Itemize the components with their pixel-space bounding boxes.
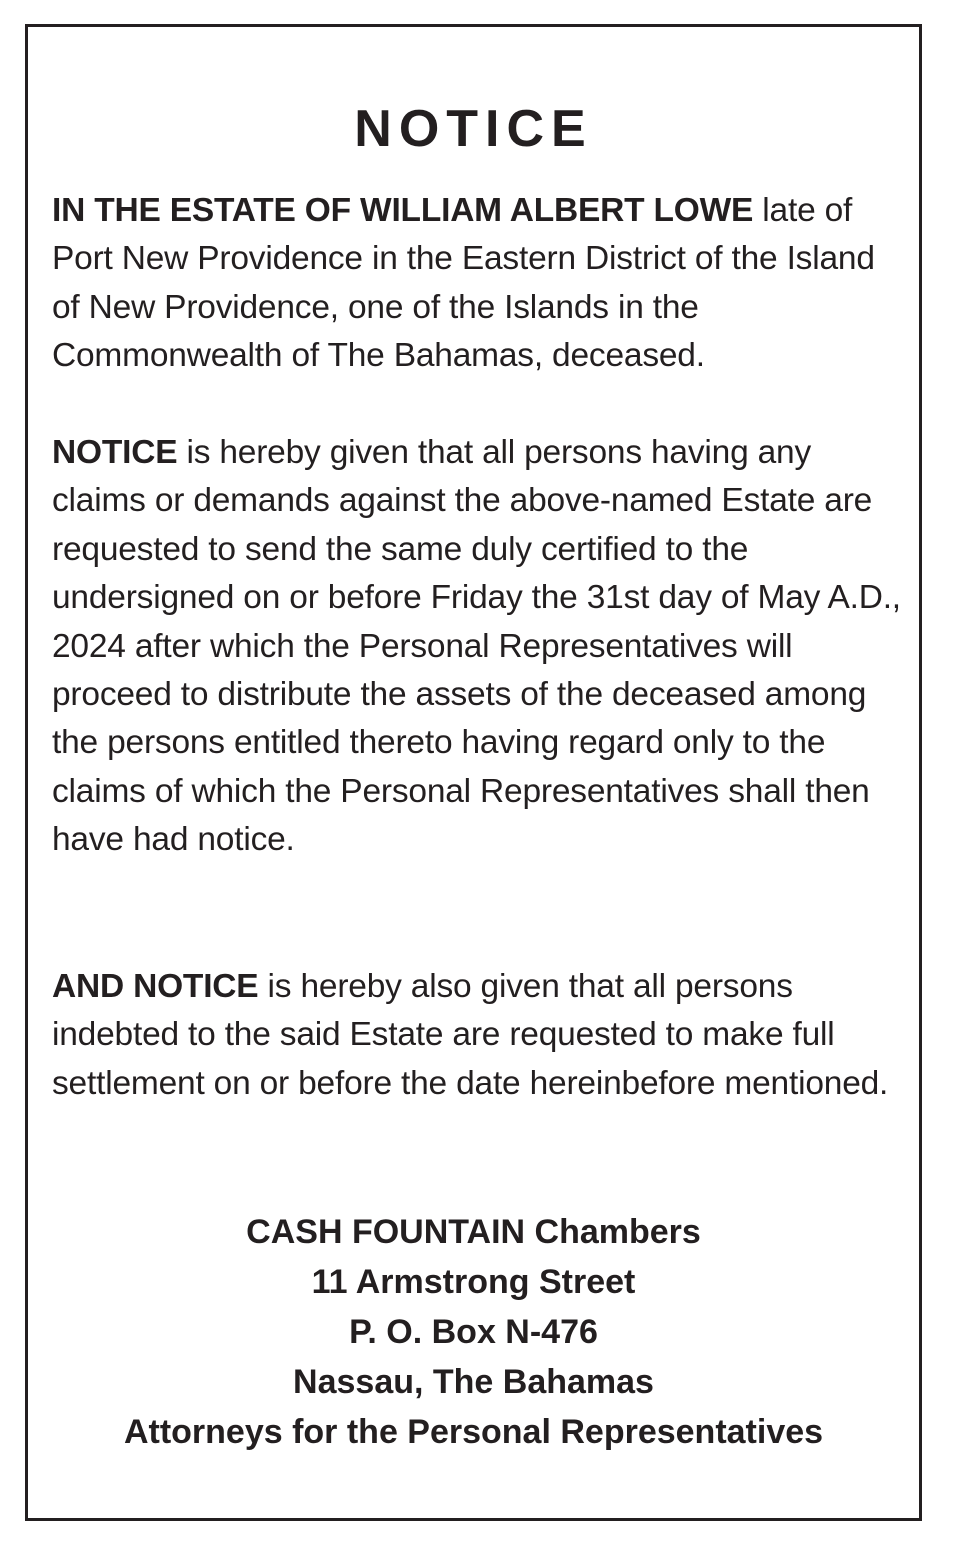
estate-lead: IN THE ESTATE OF WILLIAM ALBERT LOWE: [52, 192, 754, 229]
claims-lead: NOTICE: [52, 434, 178, 471]
estate-body: late of Port New Providence in the Eastern District of the Island of New Providence, one of the Islands in the Commonwealth of The Bahamas, deceased.: [52, 192, 875, 375]
attorney-role: Attorneys for the Personal Representatives: [123, 1413, 824, 1451]
signature-block: [28, 1207, 919, 1457]
claims-body: is hereby given that all persons having any claims or demands against the above-named Estate are requested to send the same duly certified to the undersigned on or before Friday the 31st day of May A.D., 2024 after which the Personal Representatives will proceed to distribute the assets of the deceased among the persons entitled thereto having regard only to the claims of which the Personal Representatives shall then have had notice.: [52, 434, 901, 859]
street-address: 11 Armstrong Street: [311, 1263, 636, 1301]
city-country: Nassau, The Bahamas: [293, 1363, 654, 1401]
notice-title: NOTICE: [354, 100, 593, 158]
po-box: P. O. Box N-476: [349, 1313, 598, 1351]
settlement-body: is hereby also given that all persons indebted to the said Estate are requested to make full settlement on or before the date hereinbefore mentioned.: [52, 968, 889, 1102]
settlement-paragraph: [52, 963, 904, 1108]
claims-paragraph: [52, 429, 904, 865]
notice-border: [25, 24, 922, 1521]
settlement-lead: AND NOTICE: [52, 968, 259, 1005]
estate-paragraph: [52, 187, 904, 381]
firm-name: CASH FOUNTAIN Chambers: [246, 1213, 701, 1251]
